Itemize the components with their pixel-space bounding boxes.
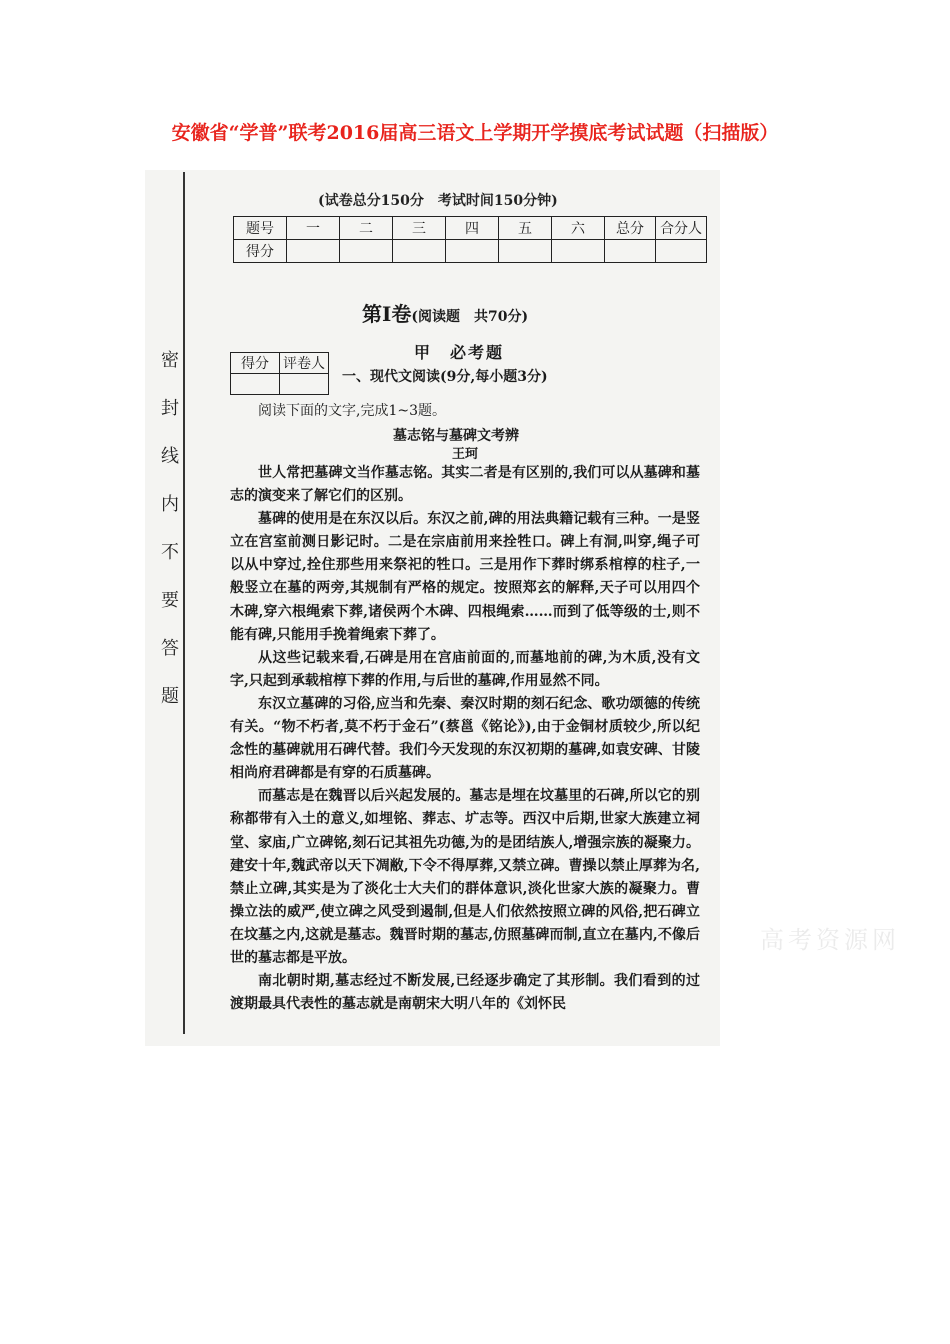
score-header-cell: 题号 xyxy=(234,217,287,240)
score-row-label: 得分 xyxy=(234,240,287,263)
instruction: 阅读下面的文字,完成1~3题。 xyxy=(258,403,446,419)
grader-table xyxy=(230,352,329,395)
score-cell xyxy=(605,240,656,263)
paragraph: 墓碑的使用是在东汉以后。东汉之前,碑的用法典籍记载有三种。一是竖立在宫室前测日影记时。二是在宗庙前用来拴牲口。碑上有洞,叫穿,绳子可以从中穿过,拴住那些用来祭祀的牲口。三是用作下葬时绑系棺椁的柱子,一般竖立在墓的两旁,其规制有严格的规定。按照郑玄的解释,天子可以用四个木碑,穿六根绳索下葬,诸侯两个木碑、四根绳索……而到了低等级的士,则不能有碑,只能用手挽着绳索下葬了。 xyxy=(230,511,700,643)
paragraph: 从这些记载来看,石碑是用在宫庙前面的,而墓地前的碑,为木质,没有文字,只起到承载棺椁下葬的作用,与后世的墓碑,作用显然不同。 xyxy=(230,649,700,689)
score-cell xyxy=(393,240,446,263)
paragraph: 南北朝时期,墓志经过不断发展,已经逐步确定了其形制。我们看到的过渡期最具代表性的墓志就是南朝宋大明八年的《刘怀民 xyxy=(230,973,700,1013)
grader-header-cell: 得分 xyxy=(231,353,280,374)
score-header-cell: 二 xyxy=(340,217,393,240)
score-header-cell: 四 xyxy=(446,217,499,240)
score-table-row xyxy=(234,240,707,263)
volume-title-main: 第Ⅰ卷 xyxy=(362,302,412,326)
document-title: 安徽省“学普”联考2016届高三语文上学期开学摸底考试试题（扫描版） xyxy=(171,122,779,144)
score-table xyxy=(233,216,707,263)
score-header-cell: 六 xyxy=(552,217,605,240)
article-author: 王珂 xyxy=(452,447,479,462)
score-table-header-row xyxy=(234,217,707,240)
score-header-cell: 一 xyxy=(287,217,340,240)
seal-line-notice: 密封线内不要答题 xyxy=(158,350,179,734)
exam-info: (试卷总分150分 考试时间150分钟) xyxy=(318,193,558,209)
article-body xyxy=(230,462,700,1016)
grader-header-cell: 评卷人 xyxy=(280,353,329,374)
score-cell xyxy=(656,240,707,263)
score-cell xyxy=(552,240,605,263)
volume-title xyxy=(362,298,528,327)
score-header-cell: 五 xyxy=(499,217,552,240)
volume-subtitle: (阅读题 共70分) xyxy=(411,309,529,325)
score-header-cell: 三 xyxy=(393,217,446,240)
score-cell xyxy=(499,240,552,263)
score-cell xyxy=(340,240,393,263)
paragraph: 而墓志是在魏晋以后兴起发展的。墓志是埋在坟墓里的石碑,所以它的别称都带有入土的意义,如埋铭、葬志、圹志等。西汉中后期,世家大族建立祠堂、家庙,广立碑铭,刻石记其祖先功德,为的是团结族人,增强宗族的凝聚力。建安十年,魏武帝以天下凋敝,下令不得厚葬,又禁立碑。曹操以禁止厚葬为名,禁止立碑,其实是为了淡化士大夫们的群体意识,淡化世家大族的凝聚力。曹操立法的威严,使立碑之风受到遏制,但是人们依然按照立碑的风俗,把石碑立在坟墓之内,这就是墓志。魏晋时期的墓志,仿照墓碑而制,直立在墓内,不像后世的墓志都是平放。 xyxy=(230,788,700,966)
grader-cell xyxy=(231,374,280,395)
paragraph: 东汉立墓碑的习俗,应当和先秦、秦汉时期的刻石纪念、歌功颂德的传统有关。“物不朽者,莫不朽于金石”(蔡邕《铭论》),由于金铜材质较少,所以纪念性的墓碑就用石碑代替。我们今天发现的东汉初期的墓碑,如袁安碑、甘陵相尚府君碑都是有穿的石质墓碑。 xyxy=(230,695,700,782)
score-cell xyxy=(446,240,499,263)
score-header-cell: 合分人 xyxy=(656,217,707,240)
grader-cell xyxy=(280,374,329,395)
required-section-label: 甲 必考题 xyxy=(414,343,505,362)
section-title: 一、现代文阅读(9分,每小题3分) xyxy=(342,369,548,385)
paragraph: 世人常把墓碑文当作墓志铭。其实二者是有区别的,我们可以从墓碑和墓志的演变来了解它们的区别。 xyxy=(230,465,700,505)
grader-header-row xyxy=(231,353,329,374)
score-cell xyxy=(287,240,340,263)
grader-row xyxy=(231,374,329,395)
watermark: 高考资源网 xyxy=(760,926,900,954)
article-title: 墓志铭与墓碑文考辨 xyxy=(393,428,519,444)
score-header-cell: 总分 xyxy=(605,217,656,240)
seal-line xyxy=(183,172,185,1034)
